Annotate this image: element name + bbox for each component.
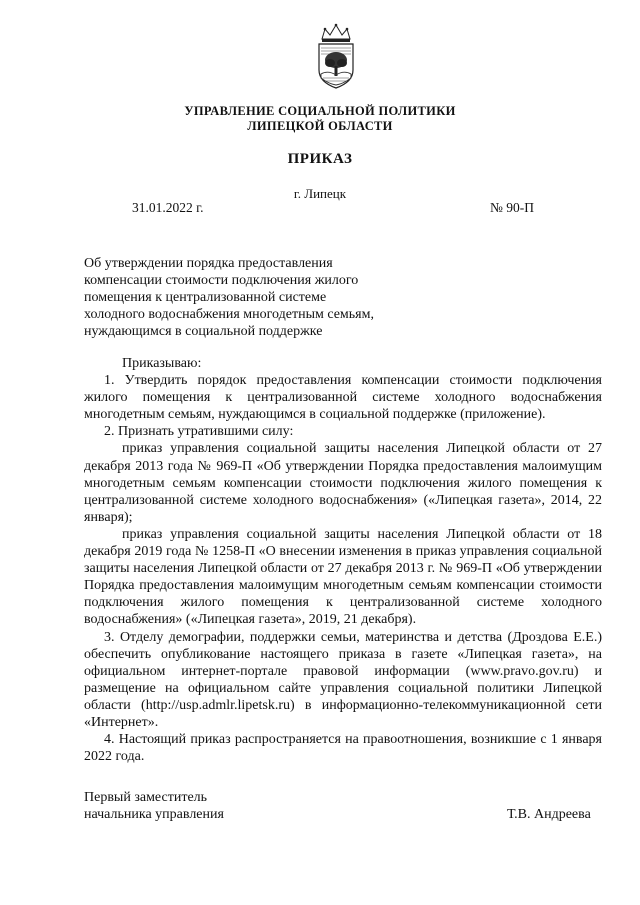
- city: г. Липецк: [293, 186, 347, 201]
- paragraph-2: 2. Признать утратившими силу:: [104, 424, 294, 440]
- signatory-name: Т.В. Андреева: [507, 807, 591, 822]
- subject-line: помещения к централизованной системе: [84, 290, 327, 305]
- subject-line: нуждающимся в социальной поддержке: [84, 324, 323, 339]
- signatory-position-line-2: начальника управления: [84, 807, 224, 822]
- subject-line: компенсации стоимости подключения жилого: [84, 273, 359, 288]
- paragraph-2a: приказ управления социальной защиты населения Липецкой области от 27 декабря 2013 года № 969-П «Об утверждении Порядка предоставления малоимущим многодетным семьям компенсации стоимости подключения жилого помещения к централизованной системе холодного водоснабжения» («Липецкая газета», 2014, 22 января);: [84, 441, 602, 525]
- paragraph-1: 1. Утвердить порядок предоставления компенсации стоимости подключения жилого помещения к централизованной системе холодного водоснабжения многодетным семьям, нуждающимся в социальной поддержке (приложение).: [84, 373, 602, 423]
- document-body: [84, 355, 602, 765]
- org-name-line-2: ЛИПЕЦКОЙ ОБЛАСТИ: [247, 119, 393, 133]
- document-title: ПРИКАЗ: [287, 151, 353, 167]
- intro-paragraph: Приказываю:: [122, 356, 202, 371]
- order-number: № 90-П: [490, 200, 535, 215]
- paragraph-2b: приказ управления социальной защиты населения Липецкой области от 18 декабря 2019 года № 1258-П «О внесении изменения в приказ управления социальной защиты населения Липецкой области от 27 декабря 2013 г. № 969-П «Об утверждении Порядка предоставления малоимущим многодетным семьям компенсации стоимости подключения жилого помещения к централизованной системе холодного водоснабжения» («Липецкая газета», 2019, 21 декабря).: [84, 526, 602, 628]
- order-date: 31.01.2022 г.: [132, 200, 204, 215]
- signatory-position-line-1: Первый заместитель: [84, 790, 208, 805]
- org-name-line-1: УПРАВЛЕНИЕ СОЦИАЛЬНОЙ ПОЛИТИКИ: [184, 104, 456, 118]
- subject-line: Об утверждении порядка предоставления: [84, 256, 333, 271]
- paragraph-3: 3. Отделу демографии, поддержки семьи, материнства и детства (Дроздова Е.Е.) обеспечить опубликование настоящего приказа в газете «Липецкая газета», на официальном интернет-портале правовой информации (www.pravo.gov.ru) и размещение на официальном сайте управления социальной политики Липецкой области (http://usp.admlr.lipetsk.ru) в информационно-телекоммуникационной сети «Интернет».: [84, 629, 602, 730]
- paragraph-4: 4. Настоящий приказ распространяется на правоотношения, возникшие с 1 января 2022 года.: [84, 732, 602, 765]
- subject-line: холодного водоснабжения многодетным семьям,: [84, 307, 374, 322]
- coat-of-arms-icon: [313, 22, 359, 90]
